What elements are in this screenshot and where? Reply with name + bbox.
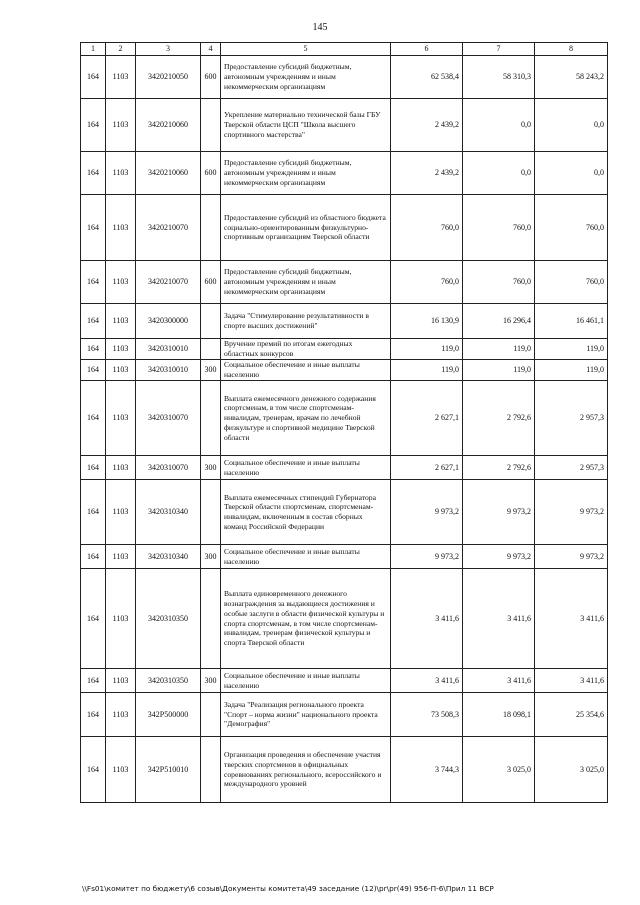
cell-value-8: 760,0: [535, 195, 608, 261]
table-row: [81, 360, 608, 381]
cell-value-6: 3 744,3: [391, 737, 463, 803]
table-row: [81, 480, 608, 545]
cell-section-code: 1103: [106, 152, 136, 195]
cell-expense-type: [201, 304, 221, 339]
col-header-1: 1: [81, 43, 106, 56]
cell-value-7: 3 411,6: [463, 569, 535, 669]
cell-name: Предоставление субсидий бюджетным, автономным учреждениям и иным некоммерческим организациям: [221, 152, 391, 195]
cell-name: Предоставление субсидий из областного бюджета социально-ориентированным физкультурно-спортивным организациям Тверской области: [221, 195, 391, 261]
col-header-5: 5: [221, 43, 391, 56]
cell-value-7: 16 296,4: [463, 304, 535, 339]
col-header-6: 6: [391, 43, 463, 56]
cell-section-code: 1103: [106, 56, 136, 99]
cell-expense-type: 600: [201, 261, 221, 304]
col-header-4: 4: [201, 43, 221, 56]
cell-value-8: 119,0: [535, 360, 608, 381]
budget-table: [80, 42, 608, 803]
table-header: [81, 43, 608, 56]
table-row: [81, 381, 608, 456]
cell-target-code: 3420210070: [136, 195, 201, 261]
table-row: [81, 569, 608, 669]
cell-name: Предоставление субсидий бюджетным, автономным учреждениям и иным некоммерческим организациям: [221, 56, 391, 99]
cell-target-code: 3420310350: [136, 669, 201, 693]
cell-expense-type: 600: [201, 56, 221, 99]
cell-section-code: 1103: [106, 261, 136, 304]
cell-name: Социальное обеспечение и иные выплаты населению: [221, 545, 391, 569]
cell-admin-code: 164: [81, 152, 106, 195]
cell-value-7: 2 792,6: [463, 381, 535, 456]
cell-admin-code: 164: [81, 56, 106, 99]
cell-expense-type: [201, 480, 221, 545]
cell-admin-code: 164: [81, 304, 106, 339]
cell-target-code: 3420310350: [136, 569, 201, 669]
table-body: [81, 56, 608, 803]
cell-target-code: 3420310010: [136, 339, 201, 360]
table-row: [81, 456, 608, 480]
cell-value-8: 16 461,1: [535, 304, 608, 339]
cell-admin-code: 164: [81, 737, 106, 803]
page-number: 145: [312, 22, 328, 33]
table-row: [81, 99, 608, 152]
cell-value-8: 58 243,2: [535, 56, 608, 99]
cell-value-6: 73 508,3: [391, 693, 463, 737]
cell-value-7: 18 098,1: [463, 693, 535, 737]
cell-expense-type: 600: [201, 152, 221, 195]
table-row: [81, 669, 608, 693]
cell-section-code: 1103: [106, 669, 136, 693]
cell-value-8: 119,0: [535, 339, 608, 360]
cell-value-8: 9 973,2: [535, 545, 608, 569]
cell-admin-code: 164: [81, 669, 106, 693]
cell-expense-type: [201, 195, 221, 261]
cell-expense-type: [201, 99, 221, 152]
cell-expense-type: [201, 381, 221, 456]
cell-value-7: 9 973,2: [463, 545, 535, 569]
cell-value-6: 2 627,1: [391, 381, 463, 456]
cell-expense-type: 300: [201, 669, 221, 693]
table-row: [81, 195, 608, 261]
cell-section-code: 1103: [106, 99, 136, 152]
cell-value-6: 760,0: [391, 261, 463, 304]
cell-value-7: 760,0: [463, 261, 535, 304]
cell-value-8: 2 957,3: [535, 381, 608, 456]
cell-target-code: 342P500000: [136, 693, 201, 737]
footer-file-path: \\Fs01\комитет по бюджету\6 созыв\Документы комитета\49 заседание (12)\pr\pr(49) 956-П-6\Прил 11 ВСР: [82, 884, 494, 893]
cell-value-6: 2 627,1: [391, 456, 463, 480]
cell-value-8: 3 411,6: [535, 669, 608, 693]
table-row: [81, 693, 608, 737]
col-header-8: 8: [535, 43, 608, 56]
cell-target-code: 3420300000: [136, 304, 201, 339]
table-row: [81, 56, 608, 99]
table-row: [81, 545, 608, 569]
cell-value-6: 2 439,2: [391, 99, 463, 152]
cell-value-7: 0,0: [463, 99, 535, 152]
cell-expense-type: [201, 693, 221, 737]
cell-target-code: 3420310340: [136, 480, 201, 545]
cell-expense-type: 300: [201, 545, 221, 569]
col-header-2: 2: [106, 43, 136, 56]
cell-target-code: 3420210050: [136, 56, 201, 99]
cell-value-6: 9 973,2: [391, 545, 463, 569]
cell-value-6: 2 439,2: [391, 152, 463, 195]
cell-admin-code: 164: [81, 261, 106, 304]
col-header-3: 3: [136, 43, 201, 56]
cell-name: Укрепление материально технической базы ГБУ Тверской области ЦСП "Школа высшего спортивного мастерства": [221, 99, 391, 152]
cell-admin-code: 164: [81, 195, 106, 261]
cell-name: Социальное обеспечение и иные выплаты населению: [221, 456, 391, 480]
cell-target-code: 342P510010: [136, 737, 201, 803]
cell-section-code: 1103: [106, 545, 136, 569]
cell-value-8: 0,0: [535, 99, 608, 152]
table-row: [81, 304, 608, 339]
cell-admin-code: 164: [81, 480, 106, 545]
cell-target-code: 3420310010: [136, 360, 201, 381]
cell-name: Вручение премий по итогам ежегодных областных конкурсов: [221, 339, 391, 360]
cell-value-7: 9 973,2: [463, 480, 535, 545]
cell-name: Предоставление субсидий бюджетным, автономным учреждениям и иным некоммерческим организациям: [221, 261, 391, 304]
cell-section-code: 1103: [106, 195, 136, 261]
cell-name: Задача "Стимулирование результативности в спорте высших достижений": [221, 304, 391, 339]
cell-value-6: 760,0: [391, 195, 463, 261]
cell-value-6: 119,0: [391, 360, 463, 381]
cell-name: Организация проведения и обеспечение участия тверских спортсменов в официальных соревнованиях регионального, всероссийского и международного уровней: [221, 737, 391, 803]
cell-name: Выплата ежемесячных стипендий Губернатора Тверской области спортсменам, спортсменам-инвалидам, включенным в состав сборных команд Российской Федерации: [221, 480, 391, 545]
cell-value-8: 3 025,0: [535, 737, 608, 803]
cell-value-8: 0,0: [535, 152, 608, 195]
cell-value-6: 9 973,2: [391, 480, 463, 545]
cell-value-8: 2 957,3: [535, 456, 608, 480]
cell-section-code: 1103: [106, 480, 136, 545]
cell-name: Выплата ежемесячного денежного содержания спортсменам, в том числе спортсменам-инвалидам, тренерам, врачам по лечебной физкультуре и спортивной медицине Тверской области: [221, 381, 391, 456]
cell-admin-code: 164: [81, 339, 106, 360]
cell-value-8: 3 411,6: [535, 569, 608, 669]
table-row: [81, 339, 608, 360]
col-header-7: 7: [463, 43, 535, 56]
cell-section-code: 1103: [106, 456, 136, 480]
cell-target-code: 3420210060: [136, 152, 201, 195]
cell-value-7: 119,0: [463, 360, 535, 381]
table-row: [81, 261, 608, 304]
cell-admin-code: 164: [81, 693, 106, 737]
cell-value-6: 62 538,4: [391, 56, 463, 99]
cell-value-7: 3 411,6: [463, 669, 535, 693]
cell-admin-code: 164: [81, 99, 106, 152]
cell-section-code: 1103: [106, 360, 136, 381]
cell-target-code: 3420210060: [136, 99, 201, 152]
cell-value-7: 119,0: [463, 339, 535, 360]
cell-value-8: 25 354,6: [535, 693, 608, 737]
cell-section-code: 1103: [106, 693, 136, 737]
cell-value-6: 3 411,6: [391, 569, 463, 669]
cell-value-8: 760,0: [535, 261, 608, 304]
cell-target-code: 3420310070: [136, 456, 201, 480]
cell-value-8: 9 973,2: [535, 480, 608, 545]
cell-value-7: 58 310,3: [463, 56, 535, 99]
cell-name: Социальное обеспечение и иные выплаты населению: [221, 360, 391, 381]
cell-section-code: 1103: [106, 737, 136, 803]
cell-section-code: 1103: [106, 381, 136, 456]
table-row: [81, 737, 608, 803]
cell-expense-type: [201, 737, 221, 803]
cell-admin-code: 164: [81, 545, 106, 569]
cell-value-7: 2 792,6: [463, 456, 535, 480]
cell-target-code: 3420210070: [136, 261, 201, 304]
cell-target-code: 3420310070: [136, 381, 201, 456]
cell-value-6: 3 411,6: [391, 669, 463, 693]
cell-section-code: 1103: [106, 569, 136, 669]
cell-target-code: 3420310340: [136, 545, 201, 569]
cell-admin-code: 164: [81, 360, 106, 381]
header-row: [81, 43, 608, 56]
cell-value-7: 0,0: [463, 152, 535, 195]
cell-admin-code: 164: [81, 456, 106, 480]
cell-name: Социальное обеспечение и иные выплаты населению: [221, 669, 391, 693]
cell-name: Задача "Реализация регионального проекта "Спорт – норма жизни" национального проекта "Демография": [221, 693, 391, 737]
cell-value-6: 16 130,9: [391, 304, 463, 339]
cell-value-6: 119,0: [391, 339, 463, 360]
cell-name: Выплата единовременного денежного вознаграждения за выдающиеся достижения и особые заслуги в области физической культуры и спорта спортсменам, в том числе спортсменам-инвалидам, тренерам физической культуры и спорта Тверской области: [221, 569, 391, 669]
cell-expense-type: [201, 569, 221, 669]
cell-expense-type: [201, 339, 221, 360]
cell-value-7: 3 025,0: [463, 737, 535, 803]
cell-expense-type: 300: [201, 456, 221, 480]
cell-section-code: 1103: [106, 304, 136, 339]
table-row: [81, 152, 608, 195]
cell-expense-type: 300: [201, 360, 221, 381]
cell-section-code: 1103: [106, 339, 136, 360]
cell-value-7: 760,0: [463, 195, 535, 261]
cell-admin-code: 164: [81, 381, 106, 456]
cell-admin-code: 164: [81, 569, 106, 669]
